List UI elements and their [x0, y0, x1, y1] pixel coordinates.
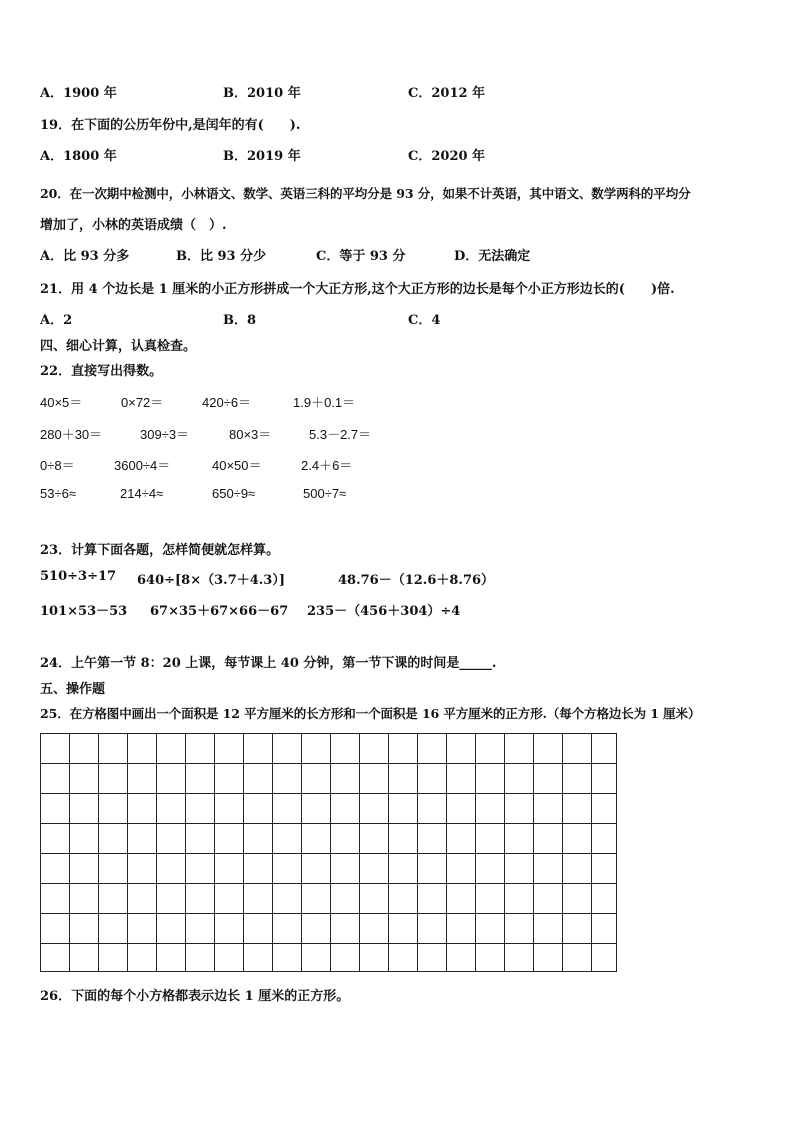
q22-item: 0÷8＝ — [40, 458, 75, 473]
q22-item: 40×50＝ — [212, 458, 262, 473]
q22-item: 53÷6≈ — [40, 486, 76, 501]
q23-expression: 67×35＋67×66－67 — [150, 604, 289, 619]
q19-option-c: C．2020 年 — [408, 149, 486, 164]
q23-expression: 235－（456＋304）÷4 — [307, 604, 461, 619]
q19-option-a: A．1800 年 — [40, 149, 117, 164]
q23-expression: 510÷3÷17 — [40, 569, 117, 584]
q21-question: 21．用 4 个边长是 1 厘米的小正方形拼成一个大正方形,这个大正方形的边长是每个小正方形边长的( )倍. — [40, 282, 675, 297]
q20-question-line1: 20．在一次期中检测中，小林语文、数学、英语三科的平均分是 93 分，如果不计英语，其中语文、数学两科的平均分 — [40, 186, 691, 201]
q23-expression: 101×53－53 — [40, 604, 128, 619]
q22-item: 500÷7≈ — [303, 486, 347, 501]
q21-option-a: A．2 — [40, 313, 73, 328]
q22-item: 1.9＋0.1＝ — [293, 395, 356, 410]
section-4-title: 四、细心计算，认真检查。 — [40, 339, 197, 354]
q21-option-c: C．4 — [408, 313, 441, 328]
square-grid — [40, 733, 617, 972]
q22-item: 3600÷4＝ — [114, 458, 171, 473]
q22-item: 214÷4≈ — [120, 486, 164, 501]
q20-question-line2: 增加了，小林的英语成绩（ ）. — [40, 218, 227, 233]
q18-option-c: C．2012 年 — [408, 86, 486, 101]
q22-item: 280＋30＝ — [40, 427, 103, 442]
q24-question: 24．上午第一节 8：20 上课，每节课上 40 分钟，第一节下课的时间是_____. — [40, 656, 497, 671]
q22-item: 40×5＝ — [40, 395, 83, 410]
q22-item: 80×3＝ — [229, 427, 272, 442]
q20-option-a: A．比 93 分多 — [40, 249, 130, 264]
section-5-title: 五、操作题 — [40, 682, 106, 697]
q22-title: 22．直接写出得数。 — [40, 364, 163, 379]
q25-question: 25．在方格图中画出一个面积是 12 平方厘米的长方形和一个面积是 16 平方厘米的正方形.（每个方格边长为 1 厘米） — [40, 706, 701, 721]
q20-option-b: B．比 93 分少 — [176, 249, 267, 264]
q21-option-b: B．8 — [223, 313, 257, 328]
q18-option-a: A．1900 年 — [40, 86, 117, 101]
q22-item: 309÷3＝ — [140, 427, 190, 442]
q20-option-d: D．无法确定 — [454, 249, 531, 264]
q20-option-c: C．等于 93 分 — [316, 249, 406, 264]
q22-item: 2.4＋6＝ — [301, 458, 353, 473]
q19-question: 19．在下面的公历年份中,是闰年的有( ). — [40, 118, 301, 133]
q26-question: 26．下面的每个小方格都表示边长 1 厘米的正方形。 — [40, 989, 350, 1004]
q23-expression: 640÷[8×（3.7＋4.3）] — [137, 573, 286, 588]
q22-item: 5.3－2.7＝ — [309, 427, 372, 442]
q23-expression: 48.76－（12.6＋8.76） — [338, 573, 495, 588]
q23-title: 23．计算下面各题，怎样简便就怎样算。 — [40, 543, 280, 558]
q18-option-b: B．2010 年 — [223, 86, 301, 101]
q19-option-b: B．2019 年 — [223, 149, 301, 164]
q22-item: 650÷9≈ — [212, 486, 256, 501]
q22-item: 0×72＝ — [121, 395, 164, 410]
q22-item: 420÷6＝ — [202, 395, 252, 410]
